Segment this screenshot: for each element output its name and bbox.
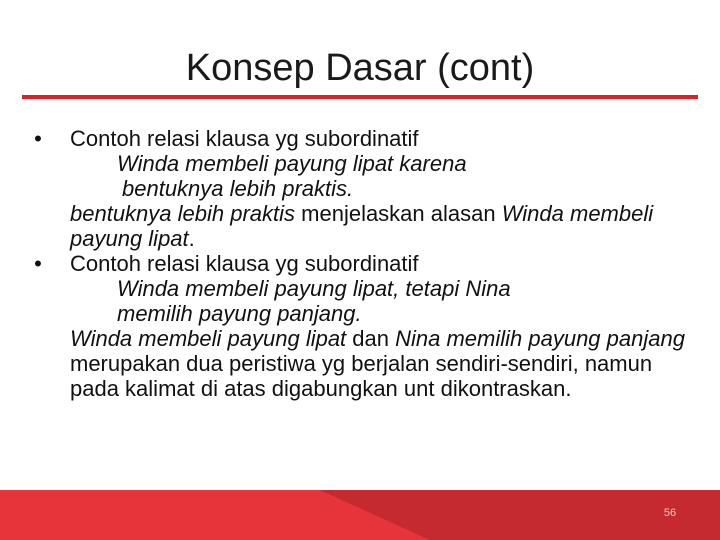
explanation-text: menjelaskan alasan xyxy=(295,201,502,226)
bullet-text: Contoh relasi klausa yg subordinatif xyxy=(70,126,419,151)
explanation-italic: Nina memilih payung panjang xyxy=(395,326,685,351)
example-sentence-line: memilih payung panjang. xyxy=(117,301,362,326)
example-sentence-line: Winda membeli payung lipat karena xyxy=(117,151,467,176)
explanation-paragraph xyxy=(70,326,690,401)
example-sentence-line: Winda membeli payung lipat, tetapi Nina xyxy=(117,276,511,301)
bullet-dot-icon: • xyxy=(34,126,42,151)
title-underline xyxy=(22,95,698,99)
slide-title: Konsep Dasar (cont) xyxy=(185,47,535,89)
page-number: 56 xyxy=(663,507,677,519)
explanation-italic: Winda membeli payung lipat xyxy=(70,201,654,251)
bullet-dot-icon: • xyxy=(34,251,42,276)
explanation-text: . xyxy=(188,226,195,251)
explanation-paragraph xyxy=(70,201,690,251)
example-sentence-line: bentuknya lebih praktis. xyxy=(122,176,354,201)
bullet-item xyxy=(34,126,690,151)
explanation-text: merupakan dua peristiwa yg berjalan sendiri-sendiri, namun pada kalimat di atas digabungkan unt dikontraskan. xyxy=(70,351,653,401)
slide-content xyxy=(34,126,690,401)
explanation-text: dan xyxy=(346,326,396,351)
bullet-item xyxy=(34,251,690,276)
footer-band xyxy=(0,490,720,540)
bullet-text: Contoh relasi klausa yg subordinatif xyxy=(70,251,419,276)
explanation-italic: Winda membeli payung lipat xyxy=(70,326,347,351)
explanation-italic: bentuknya lebih praktis xyxy=(70,201,296,226)
